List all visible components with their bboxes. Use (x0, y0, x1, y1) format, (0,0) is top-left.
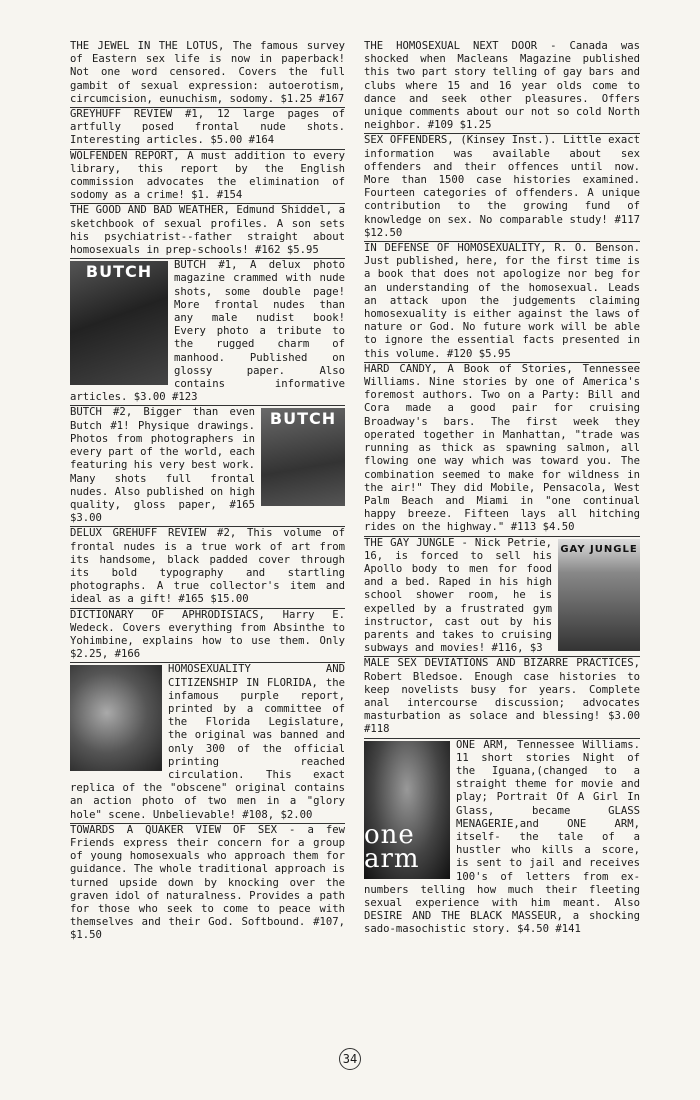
right-column (364, 40, 640, 938)
listing-body: Canada was shocked when Macleans Magazine published this two part story telling of gay bars and clubs where 15 and 16 year olds come to dance and seek other pleasures. Offers unique comments about our not so cold North neighbor. #109 $1.25 (364, 40, 640, 132)
butch-2-cover-image (261, 408, 345, 506)
listing-body: Bigger than even Butch #1! Physique drawings. Photos from photographers in every part of the world, each featuring his very best work. Many shots full frontal nudes. Also published on high quality, gloss paper, #165 $3.00 (70, 406, 255, 525)
listing-title: ONE ARM, (456, 738, 518, 751)
listing-body: A must addition to every library, this report by the English commission advocates the elimination of sodomy as a crime! $1. #154 (70, 149, 345, 202)
listing-one-arm (364, 739, 640, 938)
listing-title: IN DEFENSE OF HOMOSEXUALITY, R. O. Benson. (364, 242, 640, 255)
listing-dictionary-aphrodisiacs (70, 609, 345, 664)
listing-homosexual-next-door (364, 40, 640, 134)
listing-title: SEX OFFENDERS, (Kinsey Inst.). (364, 134, 564, 147)
listing-body: Tennessee Williams. 11 short stories Night of the Iguana,(changed to a straight theme for movie and play; Portrait Of A Girl In Glass, became GLASS MENAGERIE,and ONE ARM, itself- the tale of a hustler who kills a score, is sent to jail and receives 100's of letters from ex-numbers telling how much their fleeting sexual experience with him meant. Also DESIRE AND THE BLACK MASSEUR, a shocking sado-masochistic story. $4.50 #141 (364, 738, 640, 936)
listing-defense-homosexuality (364, 242, 640, 363)
florida-report-photo (70, 665, 162, 771)
listing-body: the infamous purple report, printed by a committee of the Florida Legislature, the original was banned and only 300 of the official printing reached circulation. This exact replica of the "obscene" original contains an action photo of two men in a "glory hole" scene. Unbelievable! #108, $2.00 (70, 676, 345, 821)
listing-jewel-lotus (70, 40, 345, 108)
listing-body: Just published, here, for the first time is a book that does not apologize nor beg for an understanding of the homosexual. Leads an attack upon the judgements claiming homosexuality is either against the laws of nature or God. No future work will be able to ignore the essential facts presented in this volume. #120 $5.95 (364, 255, 640, 360)
left-column (70, 40, 345, 944)
butch-1-cover-image (70, 261, 168, 385)
gay-jungle-cover-image (558, 539, 640, 651)
listing-body: Little exact information was available about sex offenders and their offences until now. More than 1500 case histories examined. Fourteen categories of offenders. A unique contribution to the growing fund of knowledge on sex. No comparable study! #117 $12.50 (364, 134, 640, 239)
listing-body: A delux photo magazine crammed with nude shots, some double page! More frontal nudes than any male nudist book! Every photo a tribute to the rugged charm of manhood. Published on glossy paper. Also contains informative articles. $3.00 #123 (70, 259, 345, 404)
listing-body: Edmund Shiddel, a sketchbook of sexual profiles. A son sets his psychiatrist--father straight about homosexuals in prep-schools! #162 $5.95 (70, 204, 345, 257)
listing-body: a few Friends express their concern for a group of young homosexuals who approach them for guidance. The whole traditional approach is turned upside down by knocking over the graven idol of naturalness. Provides a path for those who seek to come to peace with themselves and their God. Softbound. #107, $1.50 (70, 823, 345, 942)
cover-title: BUTCH (269, 409, 337, 429)
listing-body: This volume of frontal nudes is a true work of art from its handsome, black padded cover through its bold typography and startling photographs. A true collector's item and ideal as a gift! #165 $15.00 (70, 527, 345, 606)
listing-butch-1 (70, 259, 345, 406)
listing-title: THE HOMOSEXUAL NEXT DOOR - (364, 40, 570, 52)
listing-good-bad-weather (70, 204, 345, 259)
listing-title: HARD CANDY, A Book of Stories, Tennessee Williams. (364, 362, 640, 389)
cover-title: GAY JUNGLE (560, 543, 638, 555)
listing-delux-grehuff-review-2 (70, 527, 345, 608)
listing-title: THE JEWEL IN THE LOTUS, (70, 40, 233, 52)
listing-title: BUTCH #2, (70, 406, 144, 419)
listing-body: The famous survey of Eastern sex life is now in paperback! Not one word censored. Covers the full gambit of sexual expression: autoerotism, circumcision, eunuchism, sodomy. $1.25 #167 (70, 40, 345, 105)
listing-hard-candy (364, 363, 640, 537)
listing-title: DICTIONARY OF APHRODISIACS, (70, 608, 283, 621)
cover-title: BUTCH (85, 262, 153, 282)
listing-title: BUTCH #1, (174, 259, 250, 272)
listing-body: Harry E. Wedeck. Covers everything from Absinthe to Yohimbine, explains how to use them. Only $2.25, #166 (70, 608, 345, 661)
listing-greyhuff-review-1 (70, 108, 345, 150)
listing-butch-2 (70, 406, 345, 527)
listing-title: HOMOSEXUALITY AND CITIZENSHIP IN FLORIDA, (168, 663, 345, 689)
listing-homosexuality-florida (70, 663, 345, 823)
listing-title: WOLFENDEN REPORT, (70, 149, 188, 162)
listing-male-sex-deviations (364, 657, 640, 738)
listing-title: TOWARDS A QUAKER VIEW OF SEX - (70, 823, 308, 836)
listing-title: THE GAY JUNGLE - Nick Petrie, (364, 536, 552, 549)
listing-body: Nine stories by one of America's foremost authors. Two on a Party: Bill and Cora made a good pair for cruising Broadway's bars. The first week they operated together in Manhattan, "trade was running as thick as spawning salmon, all flowing one way which was toward you. The combination seemed to make for wildness in the air!" They did Mobile, Pensacola, West Palm Beach and Miami in "one continual happy breeze. Fifteen lays all hitching rides on the highway." #113 $4.50 (364, 376, 640, 534)
listing-body: 16, is forced to sell his Apollo body to men for food and a bed. Raped in his high school shower room, he is expelled by a frustrated gym instructor, cast out by his parents and takes to cruising subways and movies! #116, $3 (364, 549, 552, 655)
listing-sex-offenders (364, 134, 640, 242)
cover-title: one arm (364, 819, 420, 874)
listing-gay-jungle (364, 537, 640, 658)
listing-title: MALE SEX DEVIATIONS AND BIZARRE PRACTICES, (364, 657, 640, 670)
listing-body: Robert Bledsoe. Enough case histories to keep novelists busy for years. Complete anal intercourse discussion; advocates masturbation as solace and blessing! $3.00 #118 (364, 670, 640, 736)
one-arm-cover-image (364, 741, 450, 879)
listing-title: GREYHUFF REVIEW #1, (70, 108, 218, 121)
listing-title: THE GOOD AND BAD WEATHER, (70, 204, 237, 217)
listing-title: DELUX GREHUFF REVIEW #2, (70, 527, 247, 540)
page-number: 34 (339, 1048, 361, 1070)
listing-body: 12 large pages of artfully posed frontal nude shots. Interesting articles. $5.00 #164 (70, 108, 345, 147)
listing-wolfenden-report (70, 150, 345, 205)
listing-quaker-view (70, 824, 345, 944)
